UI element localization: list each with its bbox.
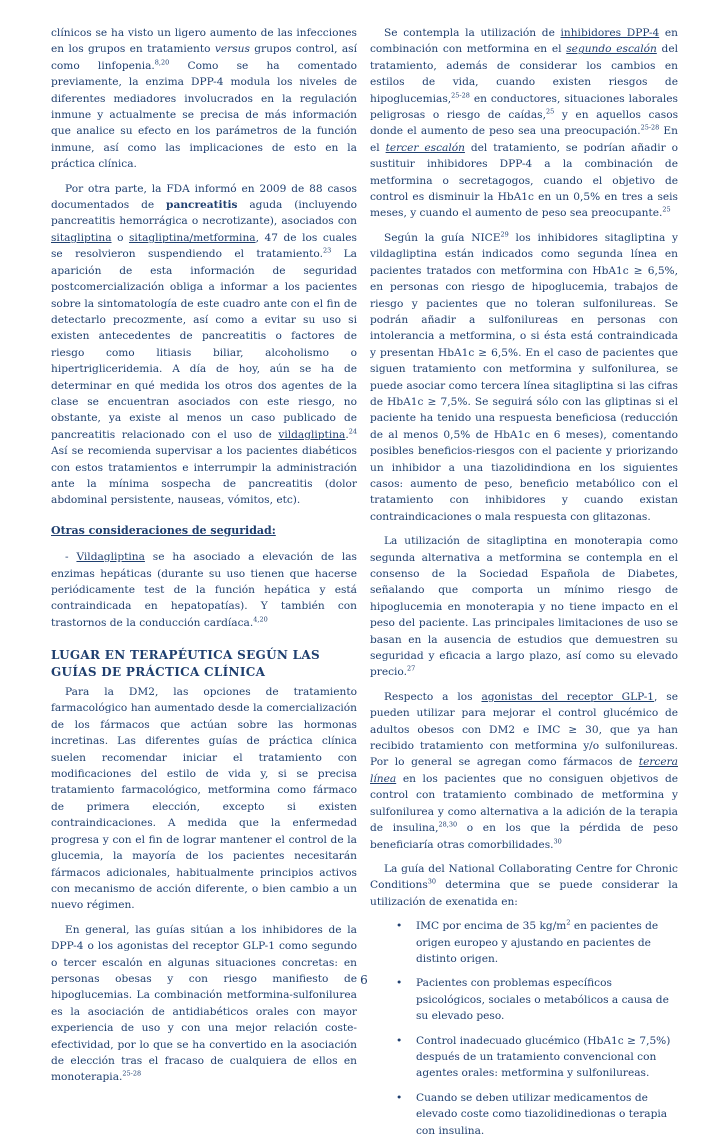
text: del tratamiento, se podrían añadir o sustituir inhibidores DPP-4 a la combinación de metformina o secretagogos, cuando el objetivo de control es disminuir la HbA1c en un 0,5% en tres a seis meses, y cuando el aumento de peso sea preocupante. — [370, 141, 678, 220]
citation: 27 — [407, 664, 416, 673]
citation: 25 — [545, 107, 555, 116]
text: La guía del National Collaborating Centre for Chronic Conditions — [370, 862, 678, 892]
text: Se contempla la utilización de — [384, 27, 561, 39]
superscript: 2 — [566, 918, 571, 927]
left-paragraph-3 — [51, 549, 357, 631]
text: Pacientes con problemas específicos psicológicos, sociales o metabólicos a causa de su elevado peso. — [416, 977, 669, 1023]
left-paragraph-2 — [51, 181, 357, 509]
bullet-icon: • — [396, 1034, 403, 1047]
bullet-list — [370, 918, 678, 1139]
text: en conductores, situaciones laborales peligrosas o riesgo de caídas, — [370, 92, 678, 122]
left-paragraph-4: Para la DM2, las opciones de tratamiento farmacológico han aumentado desde la comercialización de los fármacos que actúan sobre las hormonas incretinas. Las diferentes guías de práctica clínica suelen recomendar iniciar el tratamiento con modificaciones del estilo de vida y, si se precisa tratamiento farmacológico, metformina como fármaco de primera elección, excepto si existen contraindicaciones. A medida que la enfermedad progresa y con el fin de lograr mantener el control de la glucemia, la mayoría de los pacientes necesitarán fármacos adicionales, habitualmente principios activos con mecanismo de acción diferente, o bien cambio a un nuevo régimen. — [51, 686, 357, 912]
text: y en aquellos casos donde el aumento de peso sea una preocupación. — [370, 109, 679, 138]
list-item — [370, 1033, 678, 1082]
citation: 23 — [322, 246, 332, 255]
citation: 29 — [500, 230, 509, 239]
list-item — [370, 1090, 678, 1139]
page-number: 6 — [360, 973, 368, 987]
underlined-text: agonistas del receptor GLP-1 — [481, 690, 655, 703]
section-heading-therapeutics: LUGAR EN TERAPÉUTICA SEGÚN LAS GUÍAS DE PRÁCTICA CLÍNICA — [51, 648, 320, 679]
citation: 30 — [553, 836, 562, 845]
left-paragraph-1 — [51, 25, 357, 173]
right-paragraph-2 — [370, 230, 678, 525]
text: , se pueden utilizar para mejorar el control glucémico de adultos obesos con DM2 e IMC ≥ 30, que ya han recibido tratamiento con metformina y/o sulfonilureas. Por lo general se agregan como fármacos de — [370, 690, 678, 769]
citation: 25-28 — [640, 123, 660, 132]
text: Así se recomienda supervisar a los pacientes diabéticos con estos tratamientos e interrumpir la administración ante la mínima sospecha de pancreatitis (dolor abdominal persistente, nauseas, vómitos, etc). — [51, 445, 357, 507]
citation: 4,20 — [253, 615, 268, 624]
underlined-italic-text: tercer escalón — [385, 141, 465, 154]
underlined-text: sitagliptina — [51, 231, 112, 244]
underlined-text: sitagliptina/metformina — [128, 231, 256, 244]
bullet-icon: • — [396, 977, 403, 990]
citation: 25-28 — [122, 1069, 142, 1078]
text: Cuando se deben utilizar medicamentos de elevado coste como tiazolidinedionas o terapia con insulina. — [416, 1091, 668, 1137]
right-paragraph-1 — [370, 25, 678, 222]
text: Por otra parte, la FDA informó en 2009 de 88 casos documentados de — [51, 182, 357, 212]
citation: 25-28 — [451, 91, 470, 100]
text: se ha asociado a elevación de las enzimas hepáticas (durante su uso tienen que hacerse periódicamente test de la función hepática y está contraindicada en hepatopatías). Y también con trastornos de la conducción cardíaca. — [51, 551, 357, 629]
text: determina que se puede considerar la utilización de exenatida en: — [370, 879, 678, 908]
text: clínicos se ha visto un ligero aumento de las infecciones en los grupos en tratamiento — [51, 27, 357, 56]
left-column — [51, 25, 357, 1094]
bold-text: pancreatitis — [166, 199, 238, 212]
citation: 24 — [348, 427, 357, 436]
text: La aparición de esta información de seguridad postcomercialización obliga a informar a los pacientes sobre la sintomatología de este cuadro ante con el fin de detectarlo precozmente, así como a evitar su uso si existen antecedentes de pancreatitis o factores de riesgo como litiasis biliar, alcoholismo o hipertrigliceridemia. A día de hoy, aún se ha de determinar en qué medida los otros dos agentes de la clase se encuentran asociados con este riesgo, no obstante, ya existe al menos un caso publicado de pancreatitis relacionado con el uso de — [51, 248, 358, 441]
bullet-icon: • — [396, 1091, 403, 1104]
text: o — [111, 231, 129, 244]
citation: 8,20 — [154, 58, 170, 67]
list-item — [370, 918, 678, 967]
text: en los pacientes que no consiguen objetivos de control con tratamiento combinado de metformina y sulfonilurea y como alternativa a la adición de la terapia de insulina, — [370, 772, 678, 835]
text: En general, las guías sitúan a los inhibidores de la DPP-4 o los agonistas del receptor GLP-1 como segundo o tercer escalón en algunas situaciones concretas: en personas obesas y con riesgo manifiesto de hipoglucemias. La combinación metformina-sulfonilurea es la asociación de antidiabéticos orales con mayor experiencia de uso y con una mejor relación coste-efectividad, por lo que se ha convertido en la asociación de elección tras el fracaso de cualquiera de ellos en monoterapia. — [51, 923, 357, 1084]
text: En el — [370, 125, 678, 154]
text: los inhibidores sitagliptina y vildagliptina están indicados como segunda línea en pacientes tratados con metformina con HbA1c ≥ 6,5%, en personas con riesgo de hipoglucemia, trabajos de riesgo y pacientes que no toleran sulfonilureas. Se podrán añadir a sulfonilureas en personas con intolerancia a metformina, o si ésta está contraindicada y presentan HbA1c ≥ 6,5%. En el caso de pacientes que siguen tratamiento con metformina y sulfonilurea, se puede asociar como tercera línea sitagliptina si las cifras de HbA1c ≥ 7,5%. Se seguirá sólo con las gliptinas si el paciente ha tenido una respuesta beneficiosa (reducción de al menos 0,5% de HbA1c en 6 meses), comentando posibles beneficios-riesgos con el paciente y priorizando un inhibidor a una tiazolidindiona en los siguientes casos: aumento de peso, beneficio metabólico con el tratamiento con inhibidores y cuando existan contraindicaciones o mala respuesta con glitazonas. — [370, 231, 678, 523]
text: del tratamiento, además de considerar los cambios en estilos de vida, cuando existen riesgos de hipoglucemias, — [370, 43, 678, 105]
text: . — [345, 428, 349, 441]
text: o en los que la pérdida de peso beneficiaría otras comorbilidades. — [370, 822, 678, 851]
citation: 25 — [662, 205, 671, 214]
underlined-italic-text: segundo escalón — [566, 43, 657, 56]
text: Respecto a los — [384, 690, 482, 703]
left-paragraph-5 — [51, 922, 357, 1086]
citation: 28,30 — [438, 820, 458, 829]
bullet-icon: • — [396, 920, 403, 933]
underlined-text: Vildagliptina — [76, 551, 145, 564]
text: Según la guía NICE — [384, 231, 501, 244]
right-paragraph-3 — [370, 533, 678, 681]
text: en combinación con metformina en el — [370, 27, 678, 56]
text: aguda (incluyendo pancreatitis hemorrágica o necrotizante), asociados con — [51, 199, 357, 228]
italic-text: versus — [214, 43, 250, 56]
underlined-text: vildagliptina — [278, 428, 346, 441]
text: Control inadecuado glucémico (HbA1c ≥ 7,5%) después de un tratamiento convencional con agentes orales: metformina y sulfonilureas. — [416, 1034, 671, 1080]
text: , 47 de los cuales se resolvieron suspendiendo el tratamiento. — [51, 231, 357, 261]
section-heading-safety: Otras consideraciones de seguridad: — [51, 523, 276, 537]
underlined-italic-text: tercera línea — [370, 756, 678, 785]
text: La utilización de sitagliptina en monoterapia como segunda alternativa a metformina se contempla en el consenso de la Sociedad Española de Diabetes, señalando que comporta un mínimo riesgo de hipoglucemia en monoterapia y no tiene impacto en el peso del paciente. Las principales limitaciones de uso se basan en la ausencia de estudios que demuestren su seguridad y eficacia a largo plazo, así como su elevado precio. — [370, 535, 678, 679]
text: - — [65, 551, 77, 564]
text: IMC por encima de 35 kg/m — [416, 920, 567, 933]
text: Como se ha comentado previamente, la enzima DPP-4 modula los niveles de diferentes mediadores involucrados en la regulación inmune y actualmente se precisa de más información que analice su efecto en los parámetros de la función inmune, así como las implicaciones de esto en la práctica clínica. — [51, 59, 357, 171]
right-paragraph-5 — [370, 861, 678, 910]
text: grupos control, así como linfopenia. — [51, 43, 357, 72]
text: en pacientes de origen europeo y ajustando en pacientes de distinto origen. — [416, 920, 659, 965]
underlined-text: inhibidores DPP-4 — [560, 27, 660, 39]
right-paragraph-4 — [370, 689, 678, 853]
citation: 30 — [427, 877, 437, 886]
